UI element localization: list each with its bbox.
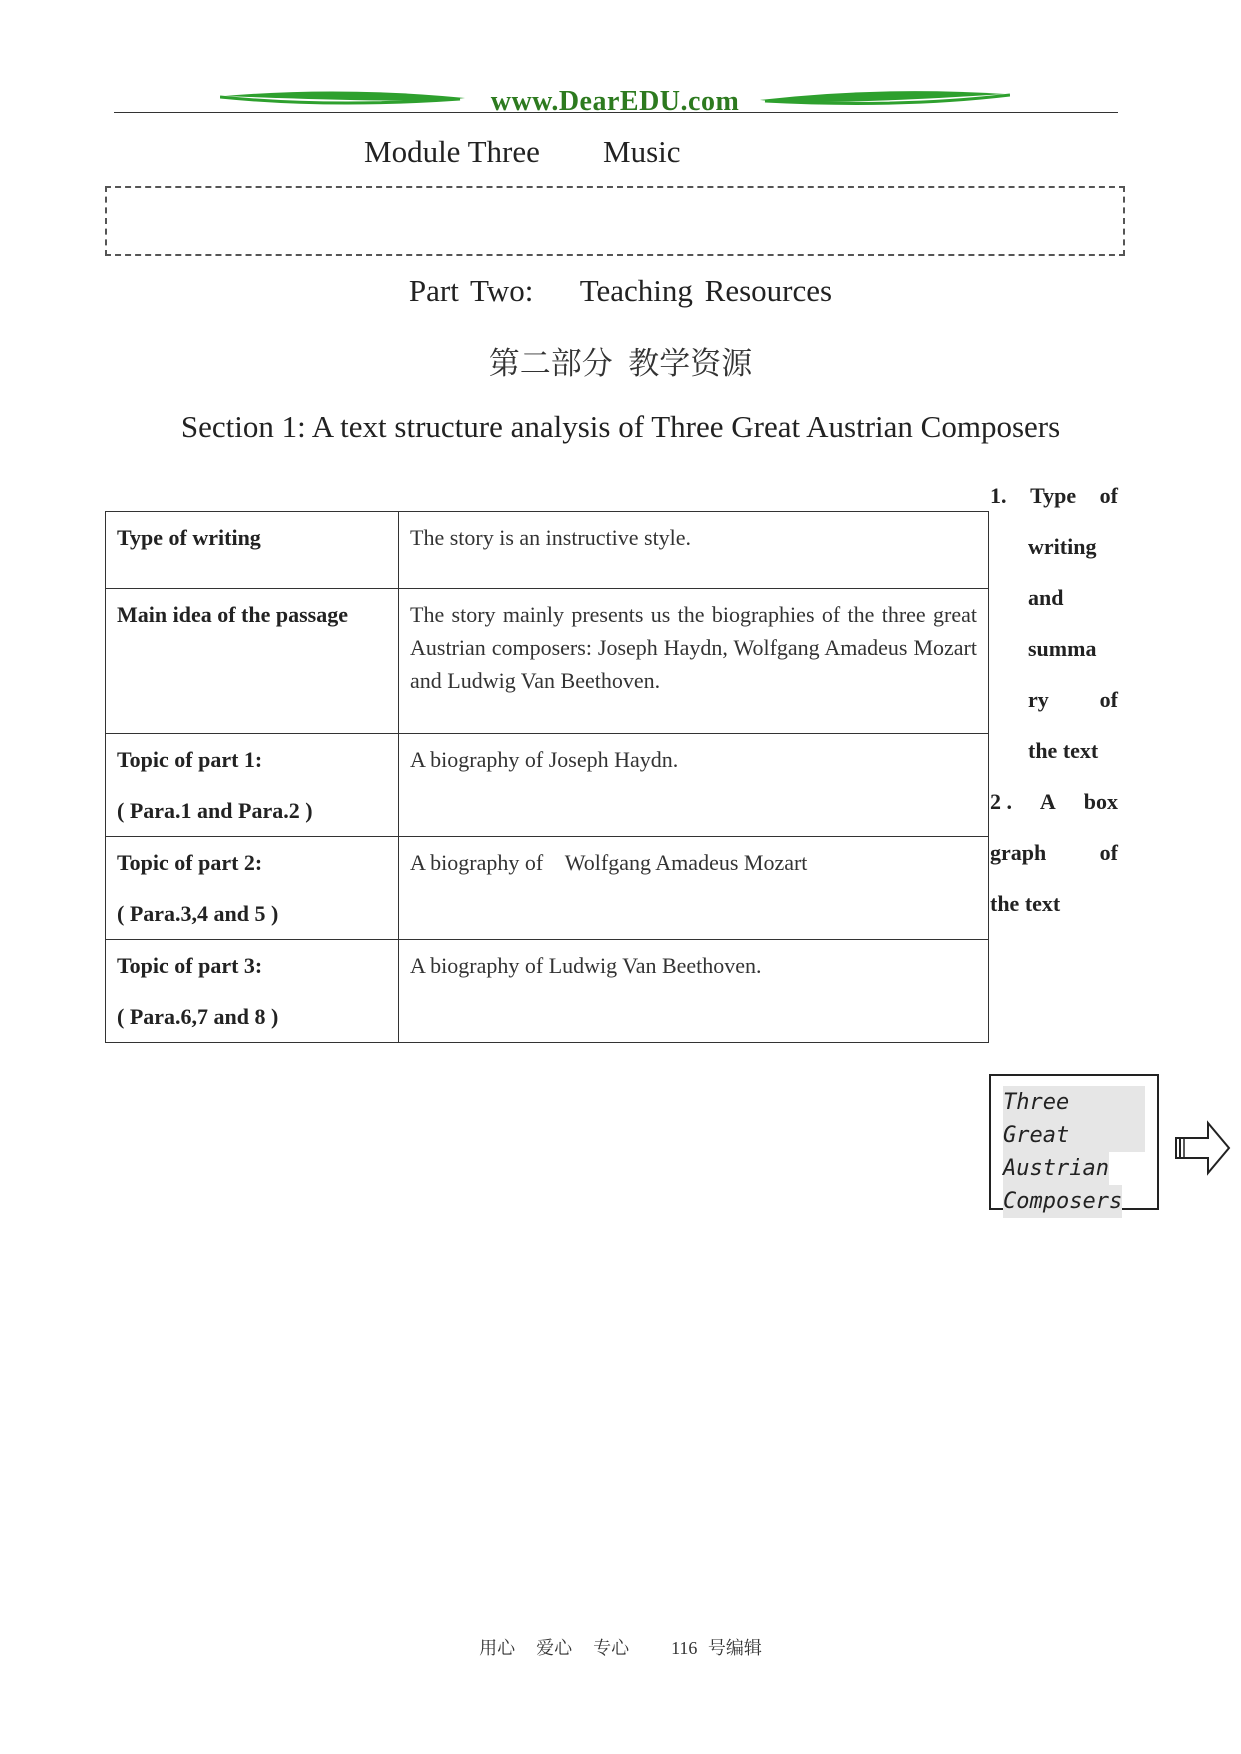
row-paragraphs: ( Para.3,4 and 5 ) <box>117 901 279 926</box>
part-title: Part Two: Teaching Resources <box>408 273 833 308</box>
row-label-cell <box>106 734 399 837</box>
outline-word: box <box>1083 789 1118 814</box>
row-paragraphs: ( Para.1 and Para.2 ) <box>117 798 313 823</box>
outline-word: and <box>1028 585 1064 610</box>
part-title-cn: 第二部分 教学资源 <box>488 346 753 381</box>
module-subject: Music <box>603 134 681 169</box>
row-label: Topic of part 1: <box>117 747 263 772</box>
table-row <box>106 734 989 837</box>
row-value: A biography of Joseph Haydn. <box>399 734 989 837</box>
row-label: Topic of part 3: <box>117 953 263 978</box>
outline-word: the text <box>1028 738 1099 763</box>
box-graph-line: Composers <box>1003 1185 1122 1218</box>
table-row <box>106 940 989 1043</box>
row-label: Type of writing <box>106 512 399 589</box>
outline-line <box>990 827 1118 878</box>
module-title-line <box>0 134 1241 174</box>
module-title: Module Three <box>364 134 540 169</box>
outline-list <box>990 470 1118 929</box>
outline-word: of <box>1099 840 1118 865</box>
page-footer: 用心 爱心 专心 116 号编辑 <box>479 1638 762 1658</box>
right-arrow-icon <box>1174 1120 1232 1176</box>
outline-word: ry <box>1028 687 1049 712</box>
box-graph-title <box>989 1074 1159 1214</box>
outline-word: the text <box>990 891 1061 916</box>
outline-word: of <box>1099 687 1118 712</box>
outline-line <box>990 623 1118 674</box>
box-graph-line: Three Great <box>1003 1086 1145 1152</box>
dashed-box <box>105 186 1125 256</box>
outline-line <box>990 521 1118 572</box>
site-name: www.DearEDU.com <box>490 86 740 117</box>
header-banner <box>220 82 1010 122</box>
outline-word: graph <box>990 840 1047 865</box>
outline-line <box>990 725 1118 776</box>
table-row <box>106 512 989 589</box>
row-label: Topic of part 2: <box>117 850 263 875</box>
outline-line <box>990 470 1118 521</box>
outline-number: 1. <box>990 483 1007 508</box>
outline-line <box>990 572 1118 623</box>
row-value: The story is an instructive style. <box>399 512 989 589</box>
table-row <box>106 589 989 734</box>
row-label-cell <box>106 940 399 1043</box>
outline-word: of <box>1099 483 1118 508</box>
header-rule <box>114 112 1118 113</box>
row-label: Main idea of the passage <box>106 589 399 734</box>
outline-line <box>990 776 1118 827</box>
box-graph-line: Austrian <box>1003 1152 1109 1185</box>
text-structure-table <box>105 511 989 1043</box>
row-value: The story mainly presents us the biographies of the three great Austrian composers: Joseph Haydn, Wolfgang Amadeus Mozart and Ludwig Van Beethoven. <box>399 589 989 734</box>
outline-word: summa <box>1028 636 1097 661</box>
row-paragraphs: ( Para.6,7 and 8 ) <box>117 1004 279 1029</box>
outline-line <box>990 878 1118 929</box>
row-label-cell <box>106 837 399 940</box>
outline-word: writing <box>1028 534 1097 559</box>
outline-number: 2 . <box>990 789 1012 814</box>
outline-line <box>990 674 1118 725</box>
row-value: A biography of Wolfgang Amadeus Mozart <box>399 837 989 940</box>
outline-word: A <box>1039 789 1056 814</box>
outline-word: Type <box>1030 483 1077 508</box>
row-value: A biography of Ludwig Van Beethoven. <box>399 940 989 1043</box>
section-title: Section 1: A text structure analysis of Three Great Austrian Composers <box>180 409 1061 444</box>
table-row <box>106 837 989 940</box>
